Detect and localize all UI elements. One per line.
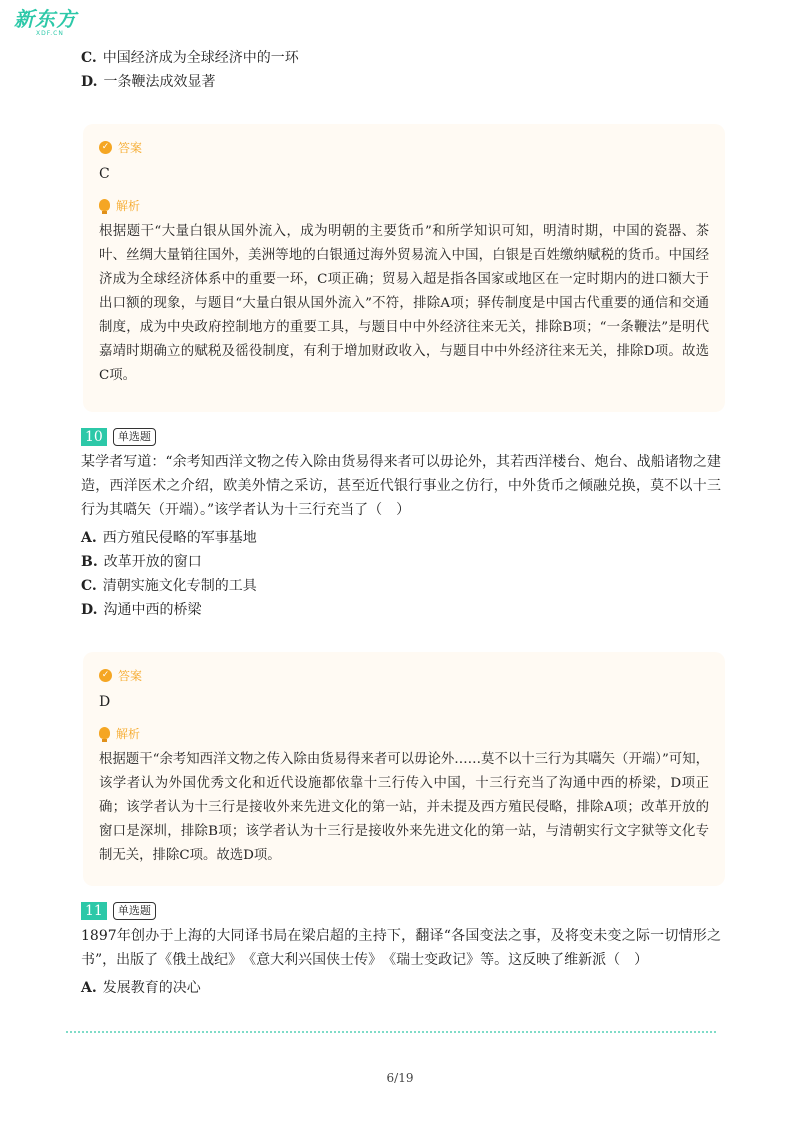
q10-header	[81, 426, 721, 448]
check-icon: ✓	[99, 141, 112, 154]
q10-option-b[interactable]: B. 改革开放的窗口	[81, 554, 202, 570]
page-divider	[66, 1031, 716, 1033]
q11-header	[81, 900, 721, 922]
q9-option-c[interactable]: C. 中国经济成为全球经济中的一环	[81, 50, 299, 66]
analysis-tag: 解析	[99, 722, 709, 744]
q10-option-d[interactable]: D. 沟通中西的桥梁	[81, 602, 202, 618]
logo-text: 新东方	[14, 7, 77, 31]
check-icon: ✓	[99, 669, 112, 682]
q9-answer: C	[99, 166, 110, 182]
page-content	[81, 46, 721, 1000]
bulb-icon	[99, 727, 110, 739]
q9-answer-box	[83, 124, 725, 412]
q11-option-a[interactable]: A. 发展教育的决心	[81, 980, 201, 996]
bulb-icon	[99, 199, 110, 211]
q10-analysis: 根据题干“余考知西洋文物之传入除由货易得来者可以毋论外……莫不以十三行为其嚆矢（开端）”可知，该学者认为外国优秀文化和近代设施都依靠十三行传入中国，十三行充当了沟通中西的桥梁，D项正确；该学者认为十三行是接收外来先进文化的第一站，并未提及西方殖民侵略，排除A项；改革开放的窗口是深圳，排除B项；该学者认为十三行是接收外来先进文化的第一站，与清朝实行文字狱等文化专制无关，排除C项。故选D项。	[99, 752, 709, 863]
question-type-badge: 单选题	[113, 428, 156, 446]
answer-tag: ✓ 答案	[99, 664, 709, 686]
q10-option-a[interactable]: A. 西方殖民侵略的军事基地	[81, 530, 257, 546]
q10-answer: D	[99, 694, 111, 710]
question-number: 10	[81, 428, 107, 446]
q11-stem: 1897年创办于上海的大同译书局在梁启超的主持下，翻译“各国变法之事，及将变未变之际一切情形之书”，出版了《俄土战纪》 《意大利兴国侠士传》 《瑞士变政记》等。这反映了维新派（ ）	[81, 928, 721, 968]
page-number: 6/19	[386, 1071, 414, 1085]
q9-analysis: 根据题干“大量白银从国外流入，成为明朝的主要货币”和所学知识可知，明清时期，中国的瓷器、茶叶、丝绸大量销往国外，美洲等地的白银通过海外贸易流入中国，白银是百姓缴纳赋税的货币。中国经济成为全球经济体系中的重要一环，C项正确；贸易入超是指各国家或地区在一定时期内的进口额大于出口额的现象，与题目“大量白银从国外流入”不符，排除A项；驿传制度是中国古代重要的通信和交通制度，成为中央政府控制地方的重要工具，与题目中中外经济往来无关，排除B项；“一条鞭法”是明代嘉靖时期确立的赋税及徭役制度，有利于增加财政收入，与题目中中外经济往来无关，排除D项。故选C项。	[99, 224, 709, 383]
q10-option-c[interactable]: C. 清朝实施文化专制的工具	[81, 578, 257, 594]
q10-answer-box	[83, 652, 725, 886]
logo-subtext: XDF.CN	[36, 30, 64, 37]
analysis-tag: 解析	[99, 194, 709, 216]
question-type-badge: 单选题	[113, 902, 156, 920]
answer-tag: ✓ 答案	[99, 136, 709, 158]
q9-option-d[interactable]: D. 一条鞭法成效显著	[81, 74, 216, 90]
q10-stem: 某学者写道：“余考知西洋文物之传入除由货易得来者可以毋论外，其若西洋楼台、炮台、战船诸物之建造，西洋医术之介绍，欧美外情之采访，甚至近代银行事业之仿行，中外货币之倾融兑换，莫不以十三行为其嚆矢（开端）。”该学者认为十三行充当了（ ）	[81, 454, 721, 518]
xdf-logo	[14, 8, 84, 38]
question-number: 11	[81, 902, 107, 920]
